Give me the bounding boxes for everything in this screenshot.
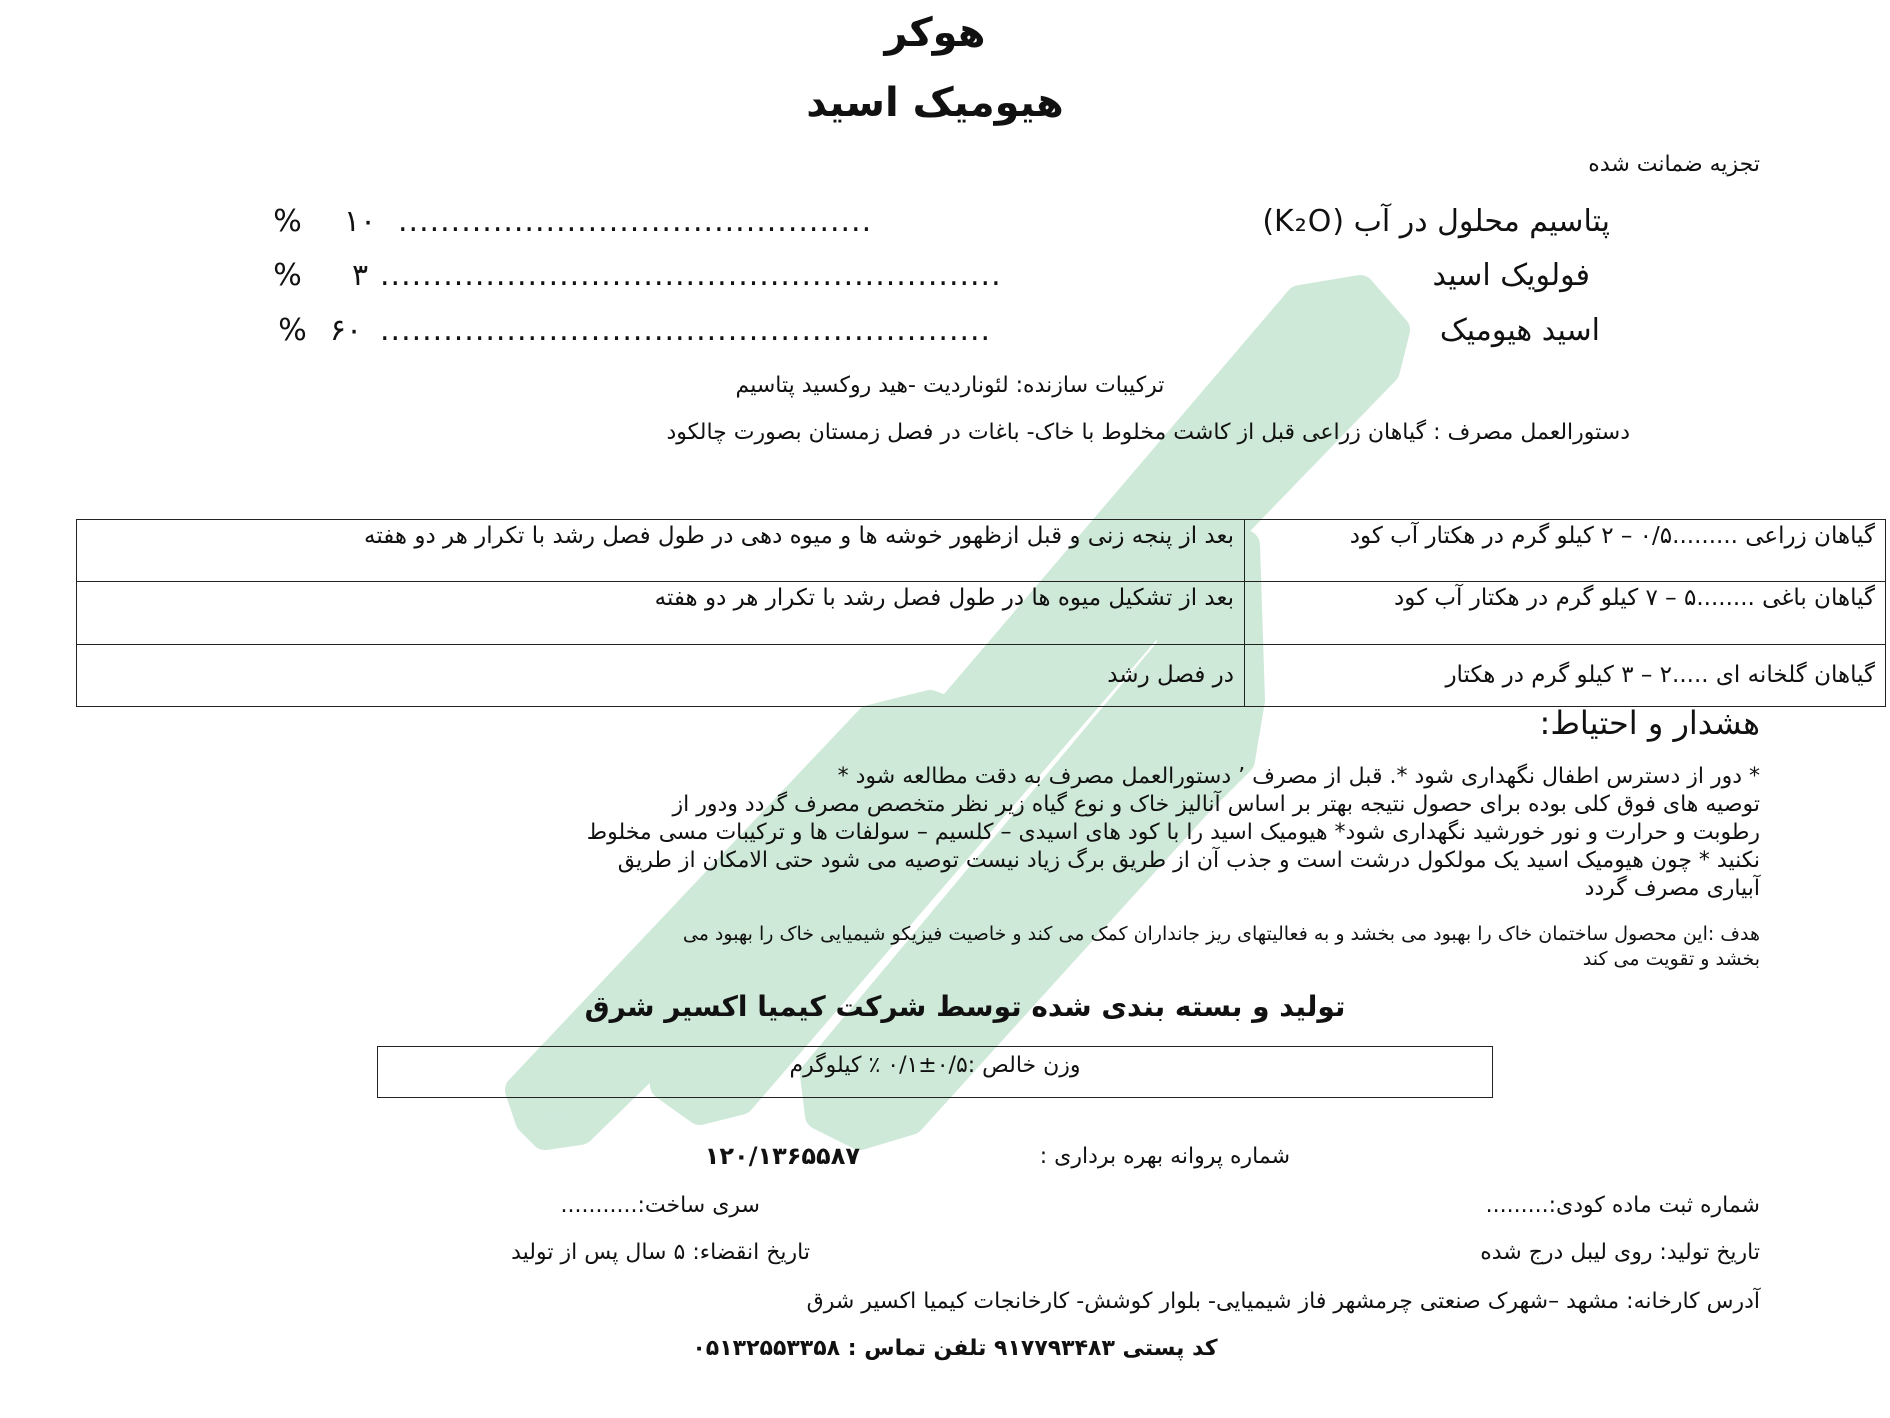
warning-heading: هشدار و احتیاط: [1539,704,1760,742]
warning-line: نکنید * چون هیومیک اسید یک مولکول درشت است و جذب آن از طریق برگ زیاد نیست توصیه می شود حتی الامکان از طریق [617,848,1760,873]
goal-line: هدف :این محصول ساختمان خاک را بهبود می بخشد و به فعالیتهای ریز جانداران کمک می کند و خاصیت فیزیکو شیمیایی خاک را بهبود می [682,923,1760,945]
usage-crop-cell: گیاهان باغی ........۵ – ۷ کیلو گرم در هکتار آب کود [1245,582,1886,644]
product-title: هیومیک اسید [806,80,1064,126]
usage-crop-cell: گیاهان زراعی .........۰/۵ – ۲ کیلو گرم در هکتار آب کود [1245,520,1886,582]
usage-timing-cell: بعد از تشکیل میوه ها در طول فصل رشد با تکرار هر دو هفته [77,582,1245,644]
brand-title: هوکر [884,10,986,56]
analysis-item-potassium-value: ۱۰ [343,204,377,239]
usage-crop-cell: گیاهان گلخانه ای .....۲ – ۳ کیلو گرم در هکتار [1245,644,1886,706]
net-weight-box [377,1046,1493,1098]
production-date: تاریخ تولید: روی لیبل درج شده [1480,1240,1760,1265]
usage-timing-cell: در فصل رشد [77,644,1245,706]
producer-text: تولید و بسته بندی شده توسط شرکت کیمیا اکسیر شرق [584,990,1346,1023]
expiry-date: تاریخ انقضاء: ۵ سال پس از تولید [511,1240,810,1265]
usage-table [76,519,1886,707]
usage-timing-cell: بعد از پنجه زنی و قبل ازظهور خوشه ها و میوه دهی در طول فصل رشد با تکرار هر دو هفته [77,520,1245,582]
table-row [77,644,1886,706]
license-label: شماره پروانه بهره برداری : [1039,1144,1290,1169]
batch-number: سری ساخت:........... [560,1193,760,1218]
analysis-item-humic-unit: % [278,313,308,348]
license-number: ۱۲۰/۱۳۶۵۵۸۷ [704,1142,860,1170]
ingredients-text: ترکیبات سازنده: لئونارديت -هید روکسید پتاسیم [735,373,1165,398]
net-weight-text: وزن خالص :۰/۵±۰/۱ ٪ کیلوگرم [789,1053,1081,1078]
goal-text [140,922,1760,972]
registration-number: شماره ثبت ماده کودی:......... [1485,1193,1760,1218]
table-row [77,520,1886,582]
analysis-item-humic-name: اسید هیومیک [1439,313,1600,348]
warning-text [100,763,1760,903]
factory-address: آدرس کارخانه: مشهد –شهرک صنعتی چرمشهر فاز شیمیایی- بلوار کوشش- کارخانجات کیمیا اکسیر شرق [806,1289,1760,1314]
warning-line: * دور از دسترس اطفال نگهداری شود *. قبل از مصرف ٬ دستورالعمل مصرف به دقت مطالعه شود * [837,764,1760,789]
usage-instructions: دستورالعمل مصرف : گیاهان زراعی قبل از کاشت مخلوط با خاک- باغات در فصل زمستان بصورت چالکود [666,420,1630,445]
analysis-item-potassium-unit: % [273,204,303,239]
analysis-heading: تجزیه ضمانت شده [1588,152,1760,177]
analysis-item-fulvic-unit: % [273,258,303,293]
table-row [77,582,1886,644]
warning-line: توصیه های فوق کلی بوده برای حصول نتیجه بهتر بر اساس آنالیز خاک و نوع گیاه زیر نظر متخصص مصرف گردد ودور از [672,792,1760,817]
contact-info: کد پستی ۹۱۷۷۹۳۴۸۳ تلفن تماس : ۰۵۱۳۲۵۵۳۳۵۸ [692,1336,1218,1361]
goal-line: بخشد و تقویت می کند [1582,948,1760,970]
analysis-item-potassium-dots: ............................................. [398,204,873,239]
analysis-item-fulvic-name: فولویک اسید [1432,258,1590,293]
warning-line: آبیاری مصرف گردد [1584,876,1760,901]
analysis-item-humic-dots: .......................................................... [380,313,992,348]
analysis-item-fulvic-dots: ........................................................... [380,258,1002,293]
analysis-item-potassium-name: پتاسیم محلول در آب (K₂O) [1262,204,1610,239]
analysis-item-fulvic-value: ۳ [351,258,369,293]
analysis-item-humic-value: ۶۰ [329,313,363,348]
warning-line: رطوبت و حرارت و نور خورشید نگهداری شود* هیومیک اسید را با کود های اسیدی – کلسیم – سولفات ها و ترکیبات مسی مخلوط [586,820,1760,845]
